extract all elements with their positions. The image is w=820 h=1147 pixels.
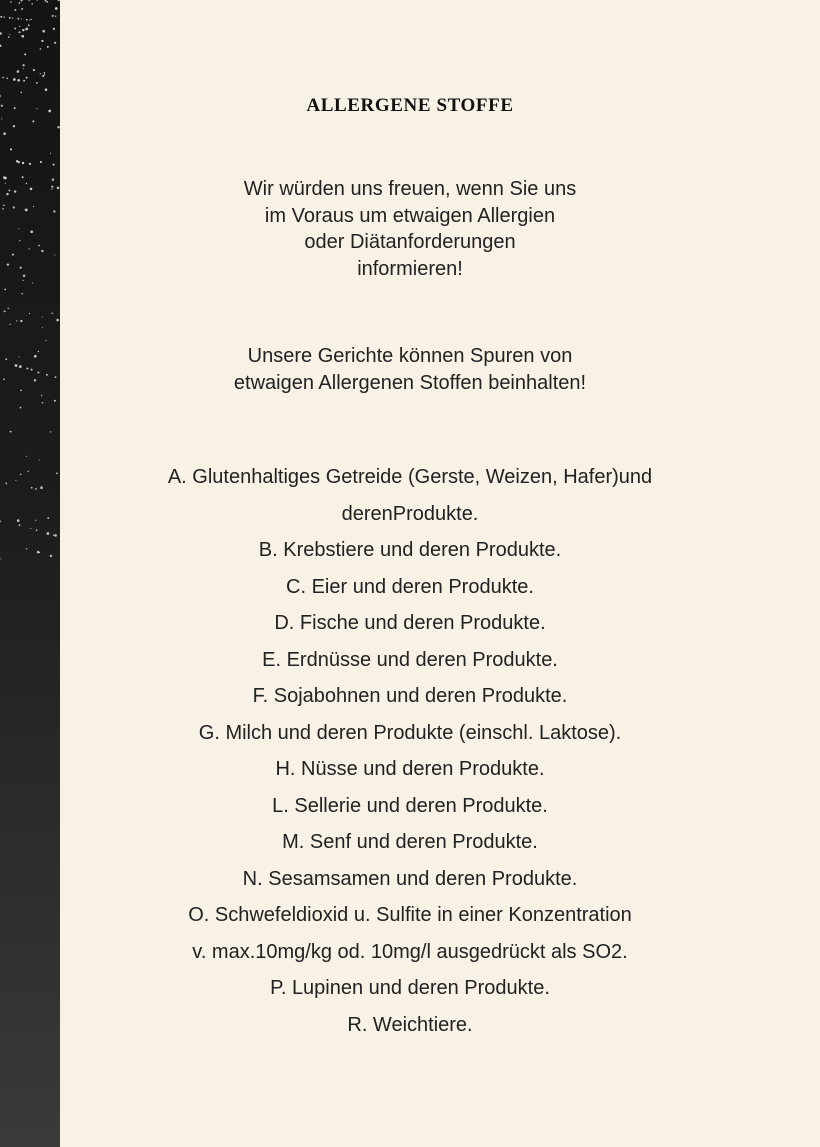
chalk-speck bbox=[53, 164, 55, 166]
chalk-speck bbox=[28, 24, 30, 26]
chalk-speck bbox=[55, 7, 58, 10]
chalk-speck bbox=[45, 88, 48, 91]
chalk-speck bbox=[24, 53, 26, 55]
chalk-speck bbox=[20, 92, 22, 94]
chalk-speck bbox=[54, 400, 56, 402]
chalk-speck bbox=[41, 40, 43, 42]
allergen-item: C. Eier und deren Produkte. bbox=[286, 575, 534, 598]
chalk-speck bbox=[21, 35, 24, 38]
chalk-speck bbox=[8, 308, 9, 309]
chalk-speck bbox=[30, 19, 31, 20]
intro-line: informieren! bbox=[357, 257, 463, 280]
chalk-speck bbox=[53, 28, 55, 30]
chalk-speck bbox=[29, 19, 30, 20]
chalk-speck bbox=[12, 17, 13, 18]
allergen-item: M. Senf und deren Produkte. bbox=[282, 831, 538, 853]
chalk-speck bbox=[19, 26, 20, 27]
chalk-speck bbox=[42, 30, 45, 33]
chalk-speck bbox=[40, 73, 41, 74]
chalk-speck bbox=[17, 79, 20, 82]
chalk-speck bbox=[32, 283, 33, 284]
chalk-speck bbox=[45, 340, 46, 341]
chalk-speck bbox=[3, 132, 6, 135]
allergen-item: derenProdukte. bbox=[341, 502, 479, 525]
chalk-speck bbox=[19, 31, 21, 33]
warning-line: etwaigen Allergenen Stoffen beinhalten! bbox=[233, 371, 587, 394]
chalk-speck bbox=[8, 36, 10, 38]
chalk-speck bbox=[9, 324, 10, 325]
chalk-speck bbox=[14, 28, 16, 30]
chalk-speck bbox=[22, 162, 24, 164]
chalk-speck bbox=[17, 70, 19, 72]
chalk-speck bbox=[0, 16, 2, 18]
chalk-speck bbox=[50, 431, 51, 432]
chalk-speck bbox=[23, 80, 25, 82]
chalk-speck bbox=[29, 313, 30, 314]
chalk-speck bbox=[13, 125, 15, 127]
chalk-speck bbox=[50, 153, 51, 154]
allergen-item: G. Milch und deren Produkte (einschl. Laktose). bbox=[198, 721, 622, 744]
allergen-item: A. Glutenhaltiges Getreide (Gerste, Weizen, Hafer)und bbox=[167, 466, 653, 488]
allergen-list bbox=[0, 459, 820, 1043]
chalk-speck bbox=[2, 77, 4, 79]
chalk-speck bbox=[20, 407, 22, 409]
chalk-speck bbox=[47, 46, 49, 48]
intro-paragraph bbox=[0, 176, 820, 282]
chalk-speck bbox=[20, 320, 22, 322]
chalk-speck bbox=[42, 402, 44, 404]
chalk-speck bbox=[4, 289, 6, 291]
chalk-speck bbox=[42, 327, 43, 328]
allergen-item: L. Sellerie und deren Produkte. bbox=[272, 794, 548, 817]
chalk-speck bbox=[44, 74, 45, 75]
chalk-speck bbox=[26, 77, 28, 79]
chalk-speck bbox=[1, 118, 2, 119]
chalk-speck bbox=[17, 161, 19, 163]
chalk-speck bbox=[21, 18, 22, 19]
chalk-speck bbox=[14, 9, 16, 11]
chalk-speck bbox=[40, 48, 42, 50]
chalk-speck bbox=[17, 18, 19, 20]
chalk-speck bbox=[3, 16, 4, 17]
chalk-speck bbox=[32, 120, 34, 122]
chalk-speck bbox=[4, 310, 6, 312]
chalk-speck bbox=[10, 431, 12, 433]
chalk-speck bbox=[31, 3, 33, 5]
chalk-speck bbox=[16, 320, 17, 321]
allergen-item: R. Weichtiere. bbox=[347, 1013, 473, 1036]
chalk-speck bbox=[36, 82, 38, 84]
intro-line: Wir würden uns freuen, wenn Sie uns bbox=[243, 178, 577, 200]
allergen-item: D. Fische und deren Produkte. bbox=[274, 612, 546, 634]
chalk-speck bbox=[21, 293, 23, 295]
chalk-speck bbox=[46, 1, 48, 3]
chalk-speck bbox=[33, 69, 35, 71]
chalk-speck bbox=[21, 8, 23, 10]
allergen-item: v. max.10mg/kg od. 10mg/l ausgedrückt als SO2. bbox=[192, 940, 628, 963]
chalk-speck bbox=[44, 72, 46, 74]
allergen-item: P. Lupinen und deren Produkte. bbox=[270, 977, 550, 999]
chalk-speck bbox=[26, 456, 27, 457]
chalk-speck bbox=[52, 15, 54, 17]
chalk-speck bbox=[22, 29, 24, 31]
chalk-speck bbox=[56, 319, 59, 322]
chalk-speck bbox=[23, 68, 24, 69]
chalk-speck bbox=[9, 17, 11, 19]
chalk-speck bbox=[54, 42, 56, 44]
page-title: ALLERGENE STOFFE bbox=[306, 95, 514, 116]
allergen-item: O. Schwefeldioxid u. Sulfite in einer Konzentration bbox=[188, 904, 632, 926]
allergen-item: N. Sesamsamen und deren Produkte. bbox=[242, 867, 578, 890]
intro-line: oder Diätanforderungen bbox=[304, 231, 516, 253]
chalk-speck bbox=[51, 312, 52, 313]
chalk-speck bbox=[29, 163, 31, 165]
chalk-speck bbox=[40, 161, 42, 163]
chalk-speck bbox=[42, 75, 44, 77]
chalk-speck bbox=[10, 1, 12, 3]
chalk-speck bbox=[26, 19, 28, 21]
chalk-speck bbox=[7, 78, 9, 80]
chalk-speck bbox=[9, 34, 10, 35]
allergen-item: F. Sojabohnen und deren Produkte. bbox=[252, 685, 568, 707]
chalk-speck bbox=[42, 316, 43, 317]
chalk-speck bbox=[55, 15, 56, 16]
allergen-item: B. Krebstiere und deren Produkte. bbox=[258, 539, 562, 561]
chalk-speck bbox=[13, 78, 16, 81]
chalk-speck bbox=[19, 2, 21, 4]
allergen-item: H. Nüsse und deren Produkte. bbox=[275, 758, 545, 780]
chalk-speck bbox=[10, 148, 12, 150]
allergen-item: E. Erdnüsse und deren Produkte. bbox=[262, 648, 558, 671]
warning-line: Unsere Gerichte können Spuren von bbox=[247, 345, 573, 367]
intro-line: im Voraus um etwaigen Allergien bbox=[264, 204, 556, 227]
chalk-speck bbox=[22, 64, 24, 66]
traces-warning bbox=[0, 343, 820, 396]
chalk-speck bbox=[25, 28, 28, 31]
